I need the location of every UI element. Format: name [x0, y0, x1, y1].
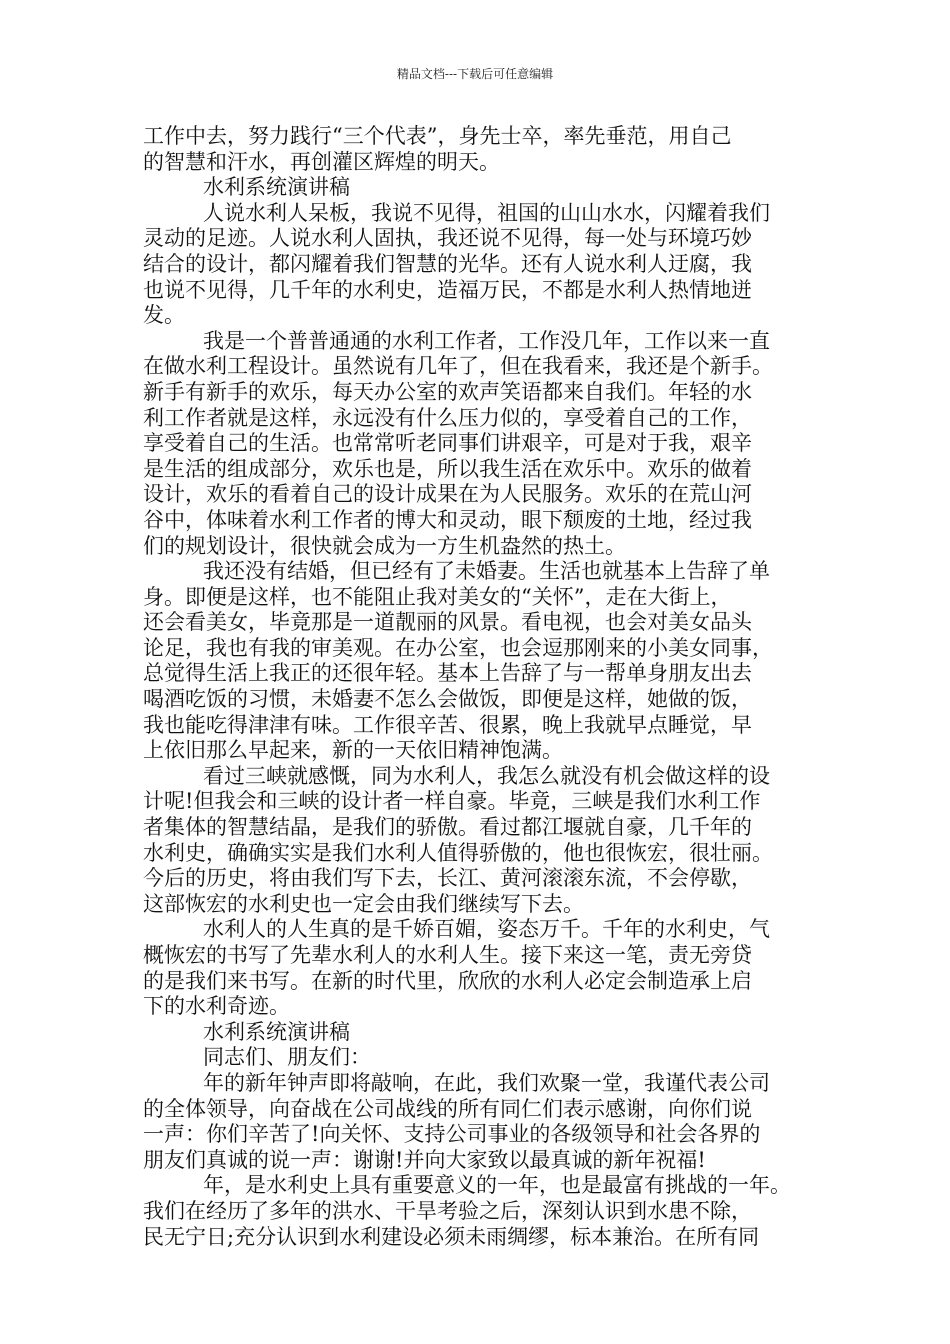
text-line: 发。: [143, 303, 185, 328]
text-line: 这部恢宏的水利史也一定会由我们继续写下去。: [143, 891, 584, 916]
text-line: 朋友们真诚的说一声：谢谢!并向大家致以最真诚的新年祝福!: [143, 1147, 706, 1172]
text-line: 灵动的足迹。人说水利人固执，我还说不见得，每一处与环境巧妙: [143, 226, 752, 251]
text-line: 也说不见得，几千年的水利史，造福万民，不都是水利人热情地迸: [143, 277, 752, 302]
text-line: 水利人的人生真的是千娇百媚，姿态万千。千年的水利史，气: [203, 917, 770, 942]
text-line: 新手有新手的欢乐，每天办公室的欢声笑语都来自我们。年轻的水: [143, 379, 752, 404]
text-line: 结合的设计，都闪耀着我们智慧的光华。还有人说水利人迂腐，我: [143, 251, 752, 276]
text-line: 一声：你们辛苦了!向关怀、支持公司事业的各级领导和社会各界的: [143, 1122, 761, 1147]
text-line: 是生活的组成部分，欢乐也是，所以我生活在欢乐中。欢乐的做着: [143, 456, 752, 481]
text-line: 民无宁日;充分认识到水利建设必须未雨绸缪，标本兼治。在所有同: [143, 1224, 760, 1249]
document-body: [143, 124, 826, 1250]
text-line: 我还没有结婚，但已经有了未婚妻。生活也就基本上告辞了单: [203, 559, 770, 584]
text-line: 水利系统演讲稿: [203, 175, 350, 200]
text-line: 谷中，体味着水利工作者的博大和灵动，眼下颓废的土地，经过我: [143, 507, 752, 532]
text-line: 工作中去，努力践行“三个代表”，身先士卒，率先垂范，用自己: [143, 124, 732, 148]
text-line: 我也能吃得津津有味。工作很辛苦、很累，晚上我就早点睡觉，早: [143, 712, 752, 737]
text-line: 上依旧那么早起来，新的一天依旧精神饱满。: [143, 738, 563, 763]
text-line: 同志们、朋友们：: [203, 1045, 371, 1070]
text-line: 利工作者就是这样，永远没有什么压力似的，享受着自己的工作，: [143, 405, 752, 430]
text-line: 设计，欢乐的看着自己的设计成果在为人民服务。欢乐的在荒山河: [143, 482, 752, 507]
text-line: 计呢!但我会和三峡的设计者一样自豪。毕竟，三峡是我们水利工作: [143, 789, 761, 814]
text-line: 看过三峡就感慨，同为水利人，我怎么就没有机会做这样的设: [203, 763, 770, 788]
text-line: 论足，我也有我的审美观。在办公室，也会逗那刚来的小美女同事，: [143, 635, 773, 660]
text-line: 的全体领导，向奋战在公司战线的所有同仁们表示感谢，向你们说: [143, 1096, 752, 1121]
text-line: 者集体的智慧结晶，是我们的骄傲。看过都江堰就自豪，几千年的: [143, 815, 752, 840]
page-header: 精品文档---下载后可任意编辑: [396, 67, 554, 81]
text-line: 喝酒吃饭的习惯，未婚妻不怎么会做饭，即便是这样，她做的饭，: [143, 687, 752, 712]
text-line: 水利史，确确实实是我们水利人值得骄傲的，他也很恢宏，很壮丽。: [143, 840, 773, 865]
text-line: 在做水利工程设计。虽然说有几年了，但在我看来，我还是个新手。: [143, 354, 773, 379]
text-line: 还会看美女，毕竟那是一道靓丽的风景。看电视，也会对美女品头: [143, 610, 752, 635]
text-line: 人说水利人呆板，我说不见得，祖国的山山水水，闪耀着我们: [203, 200, 770, 225]
text-line: 我们在经历了多年的洪水、干旱考验之后，深刻认识到水患不除，: [143, 1198, 752, 1223]
text-line: 我是一个普普通通的水利工作者，工作没几年，工作以来一直: [203, 328, 770, 353]
text-line: 今后的历史，将由我们写下去，长江、黄河滚滚东流，不会停歇，: [143, 866, 752, 891]
text-line: 身。即便是这样，也不能阻止我对美女的“关怀”，走在大街上，: [143, 584, 732, 609]
text-line: 概恢宏的书写了先辈水利人的水利人生。接下来这一笔，责无旁贷: [143, 943, 752, 967]
text-line: 享受着自己的生活。也常常听老同事们讲艰辛，可是对于我，艰辛: [143, 431, 752, 456]
text-line: 的是我们来书写。在新的时代里，欣欣的水利人必定会制造承上启: [143, 968, 752, 993]
text-line: 下的水利奇迹。: [143, 994, 290, 1019]
text-line: 的智慧和汗水，再创灌区辉煌的明天。: [143, 149, 500, 174]
text-line: 年的新年钟声即将敲响，在此，我们欢聚一堂，我谨代表公司: [203, 1070, 770, 1095]
text-line: 水利系统演讲稿: [203, 1019, 350, 1044]
text-line: 们的规划设计，很快就会成为一方生机盎然的热土。: [143, 533, 626, 558]
text-line: 年，是水利史上具有重要意义的一年，也是最富有挑战的一年。: [203, 1173, 791, 1198]
text-line: 总觉得生活上我正的还很年轻。基本上告辞了与一帮单身朋友出去: [143, 661, 752, 686]
